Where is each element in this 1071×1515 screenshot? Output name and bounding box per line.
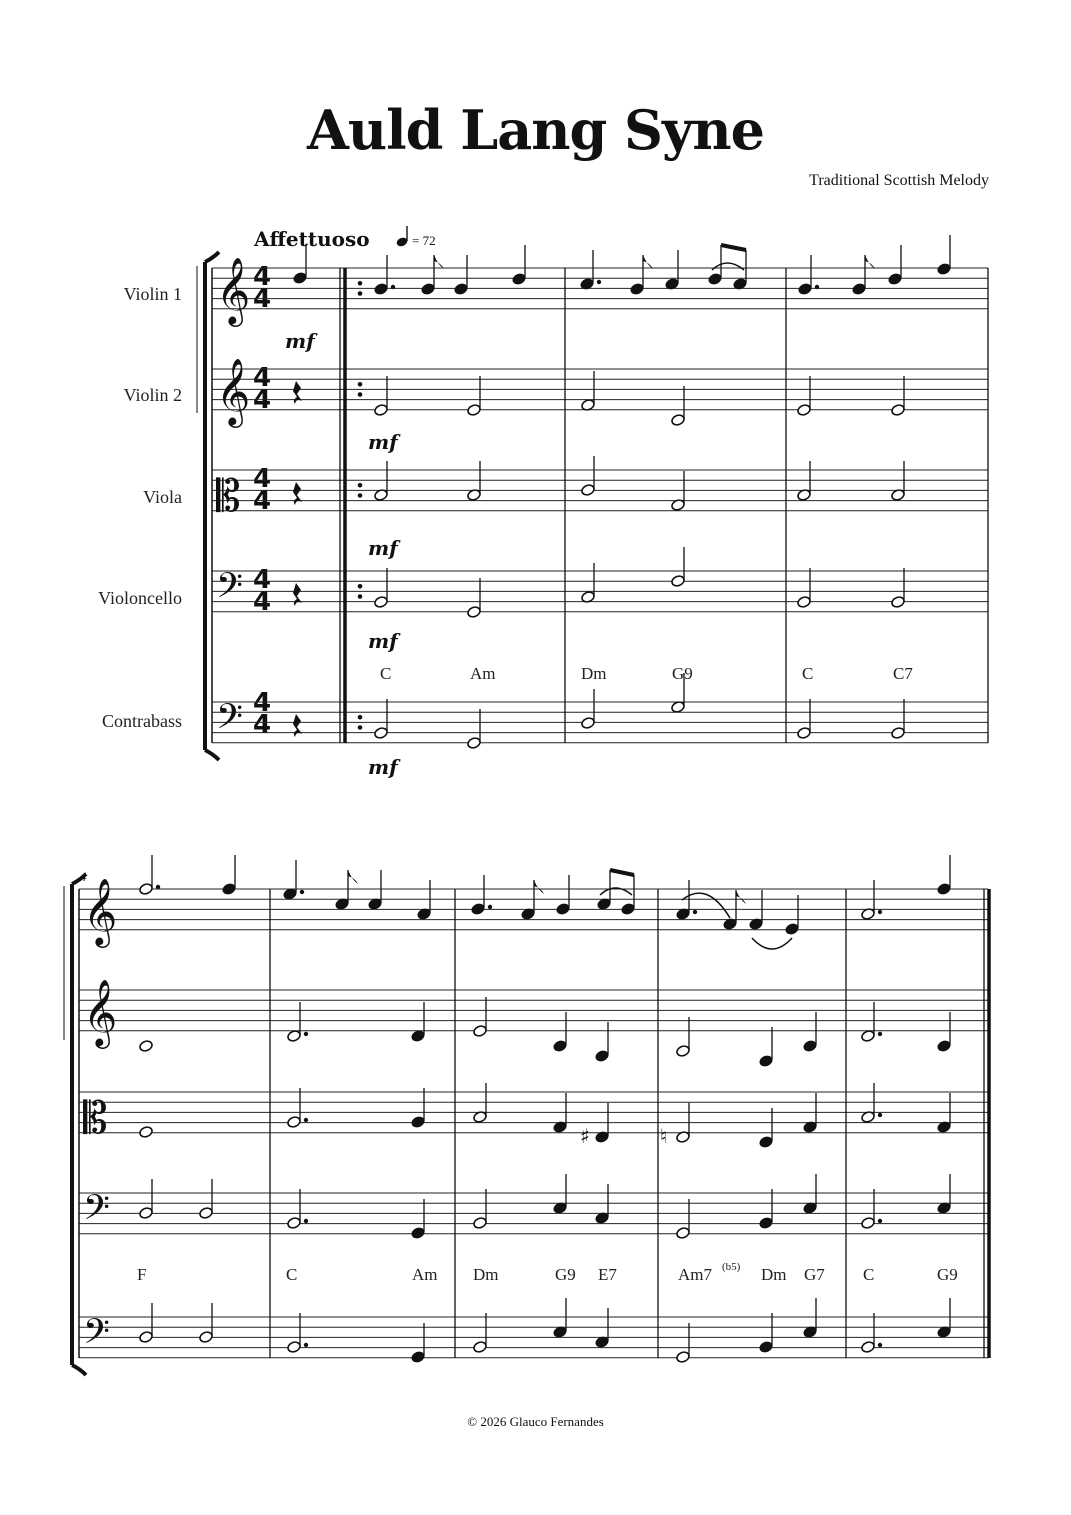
chord-symbol: Dm xyxy=(581,664,607,683)
note-head xyxy=(471,902,486,915)
note-head xyxy=(374,282,389,295)
note-head xyxy=(467,605,482,618)
slur xyxy=(752,938,792,949)
chord-symbol: C xyxy=(380,664,392,683)
note-head xyxy=(553,1039,568,1052)
note-head xyxy=(797,726,812,739)
note-head xyxy=(891,595,906,608)
repeat-dot xyxy=(358,291,363,296)
repeat-dot xyxy=(358,281,363,286)
note-dot xyxy=(304,1219,308,1223)
note-head xyxy=(287,1115,302,1128)
measure-number: 4 xyxy=(80,869,87,884)
note-head xyxy=(467,736,482,749)
repeat-dot xyxy=(358,594,363,599)
note-head xyxy=(888,272,903,285)
note-dot xyxy=(304,1118,308,1122)
slur xyxy=(712,263,744,270)
treble-clef-icon: 𝄞 xyxy=(83,978,118,1046)
note-head xyxy=(473,1024,488,1037)
note-head xyxy=(708,272,723,285)
time-sig-top: 4 xyxy=(252,363,272,393)
note-head xyxy=(937,262,952,275)
note-head xyxy=(139,1330,154,1343)
tempo-text: Affettuoso xyxy=(254,227,370,251)
chord-symbol: G9 xyxy=(672,664,693,683)
time-sig-top: 4 xyxy=(252,565,272,595)
repeat-dot xyxy=(358,715,363,720)
note-head xyxy=(411,1029,426,1042)
note-head xyxy=(374,595,389,608)
note-dot xyxy=(300,890,304,894)
quarter-rest-icon xyxy=(293,714,302,737)
natural-icon: ♮ xyxy=(660,1124,668,1148)
note-dot xyxy=(815,285,819,289)
dynamic-mark: mf xyxy=(368,755,398,779)
note-dot xyxy=(878,1343,882,1347)
note-dot xyxy=(878,910,882,914)
quarter-note-icon xyxy=(395,226,408,248)
chord-symbol: G9 xyxy=(555,1265,576,1284)
note-head xyxy=(861,1340,876,1353)
chord-superscript: (b5) xyxy=(722,1261,741,1273)
note-dot xyxy=(878,1032,882,1036)
note-head xyxy=(421,282,436,295)
chord-symbol: Dm xyxy=(761,1265,787,1284)
bass-clef-icon: 𝄢 xyxy=(216,696,244,745)
note-head xyxy=(676,1044,691,1057)
treble-clef-icon: 𝄞 xyxy=(83,877,118,945)
instrument-name-violin-2: Violin 2 xyxy=(123,385,182,405)
time-sig-bottom: 4 xyxy=(252,284,272,314)
bass-clef-icon: 𝄢 xyxy=(83,1187,111,1236)
repeat-dot xyxy=(358,382,363,387)
chord-symbol: C xyxy=(802,664,814,683)
note-dot xyxy=(878,1219,882,1223)
note-dot xyxy=(391,285,395,289)
note-head xyxy=(139,1206,154,1219)
note-head xyxy=(891,403,906,416)
note-head xyxy=(556,902,571,915)
note-head xyxy=(222,882,237,895)
note-dot xyxy=(597,280,601,284)
note-head xyxy=(785,922,800,935)
time-sig-bottom: 4 xyxy=(252,587,272,617)
note-head xyxy=(581,483,596,496)
note-head xyxy=(139,882,154,895)
note-head xyxy=(139,1039,154,1052)
repeat-dot xyxy=(358,493,363,498)
note-head xyxy=(287,1340,302,1353)
note-flag xyxy=(736,890,746,904)
beam xyxy=(610,870,634,875)
time-sig-top: 4 xyxy=(252,688,272,718)
note-head xyxy=(759,1216,774,1229)
instrument-name-viola: Viola xyxy=(143,487,182,507)
note-head xyxy=(676,1350,691,1363)
note-head xyxy=(630,282,645,295)
repeat-dot xyxy=(358,392,363,397)
note-dot xyxy=(488,905,492,909)
note-head xyxy=(411,1226,426,1239)
tempo-bpm: = 72 xyxy=(412,233,436,248)
dynamic-mark: mf xyxy=(368,430,398,454)
note-head xyxy=(467,403,482,416)
note-head xyxy=(287,1216,302,1229)
note-head xyxy=(293,271,308,284)
note-head xyxy=(671,574,686,587)
beam xyxy=(721,245,746,250)
chord-symbols-system-2 xyxy=(137,1261,958,1284)
note-head xyxy=(287,1029,302,1042)
note-head xyxy=(473,1216,488,1229)
sharp-icon: ♯ xyxy=(580,1124,590,1148)
note-flag xyxy=(348,870,358,884)
note-head xyxy=(861,1216,876,1229)
note-head xyxy=(937,882,952,895)
chord-symbol: G9 xyxy=(937,1265,958,1284)
time-sig-top: 4 xyxy=(252,464,272,494)
note-flag xyxy=(534,880,544,894)
time-sig-bottom: 4 xyxy=(252,385,272,415)
note-head xyxy=(199,1206,214,1219)
dynamics xyxy=(285,329,401,779)
note-dot xyxy=(304,1343,308,1347)
dynamic-mark: mf xyxy=(368,536,398,560)
dynamic-mark: mf xyxy=(285,329,315,353)
note-head xyxy=(454,282,469,295)
bass-clef-icon: 𝄢 xyxy=(83,1311,111,1360)
alto-clef-icon: 𝄡 xyxy=(216,471,241,522)
note-head xyxy=(473,1340,488,1353)
chord-symbol: C xyxy=(863,1265,875,1284)
note-head xyxy=(798,282,813,295)
note-dot xyxy=(693,910,697,914)
bass-clef-icon: 𝄢 xyxy=(216,565,244,614)
quarter-rest-icon xyxy=(293,482,302,505)
note-head xyxy=(759,1340,774,1353)
chord-symbols-system-1 xyxy=(380,664,913,683)
note-flag xyxy=(643,255,653,269)
note-head xyxy=(581,716,596,729)
note-head xyxy=(374,403,389,416)
note-dot xyxy=(156,885,160,889)
note-head xyxy=(891,726,906,739)
note-head xyxy=(595,1049,610,1062)
note-dot xyxy=(878,1113,882,1117)
staff-engraving xyxy=(64,235,989,1375)
instrument-name-violoncello: Violoncello xyxy=(98,588,182,608)
note-head xyxy=(803,1039,818,1052)
note-head xyxy=(374,726,389,739)
chord-symbol: Dm xyxy=(473,1265,499,1284)
repeat-dot xyxy=(358,483,363,488)
note-head xyxy=(199,1330,214,1343)
quarter-rest-icon xyxy=(293,583,302,606)
note-head xyxy=(676,1226,691,1239)
instrument-name-contrabass: Contrabass xyxy=(102,711,182,731)
note-head xyxy=(759,1135,774,1148)
dynamic-mark: mf xyxy=(368,629,398,653)
treble-clef-icon: 𝄞 xyxy=(216,256,251,324)
time-sig-bottom: 4 xyxy=(252,710,272,740)
note-head xyxy=(937,1039,952,1052)
chord-symbol: F xyxy=(137,1265,147,1284)
note-head xyxy=(621,902,636,915)
note-flag xyxy=(865,255,875,269)
time-sig-top: 4 xyxy=(252,262,272,292)
time-sig-bottom: 4 xyxy=(252,486,272,516)
note-dot xyxy=(304,1032,308,1036)
note-head xyxy=(759,1054,774,1067)
instrument-name-violin-1: Violin 1 xyxy=(123,284,182,304)
copyright-notice: © 2026 Glauco Fernandes xyxy=(467,1414,604,1429)
note-head xyxy=(411,1115,426,1128)
composer-credit: Traditional Scottish Melody xyxy=(809,172,989,189)
repeat-dot xyxy=(358,725,363,730)
note-head xyxy=(852,282,867,295)
note-head xyxy=(411,1350,426,1363)
note-flag xyxy=(434,255,444,269)
note-head xyxy=(512,272,527,285)
chord-symbol: C7 xyxy=(893,664,913,683)
quarter-rest-icon xyxy=(293,381,302,404)
chord-symbol: Am xyxy=(412,1265,438,1284)
alto-clef-icon: 𝄡 xyxy=(83,1093,108,1144)
note-head xyxy=(797,403,812,416)
chord-symbol: Am7 xyxy=(678,1265,712,1284)
treble-clef-icon: 𝄞 xyxy=(216,357,251,425)
note-head xyxy=(139,1125,154,1138)
note-head xyxy=(861,1029,876,1042)
chord-symbol: E7 xyxy=(598,1265,617,1284)
repeat-dot xyxy=(358,584,363,589)
chord-symbol: Am xyxy=(470,664,496,683)
note-head xyxy=(797,595,812,608)
score-title: Auld Lang Syne xyxy=(307,98,764,162)
note-head xyxy=(671,413,686,426)
chord-symbol: G7 xyxy=(804,1265,825,1284)
chord-symbol: C xyxy=(286,1265,298,1284)
